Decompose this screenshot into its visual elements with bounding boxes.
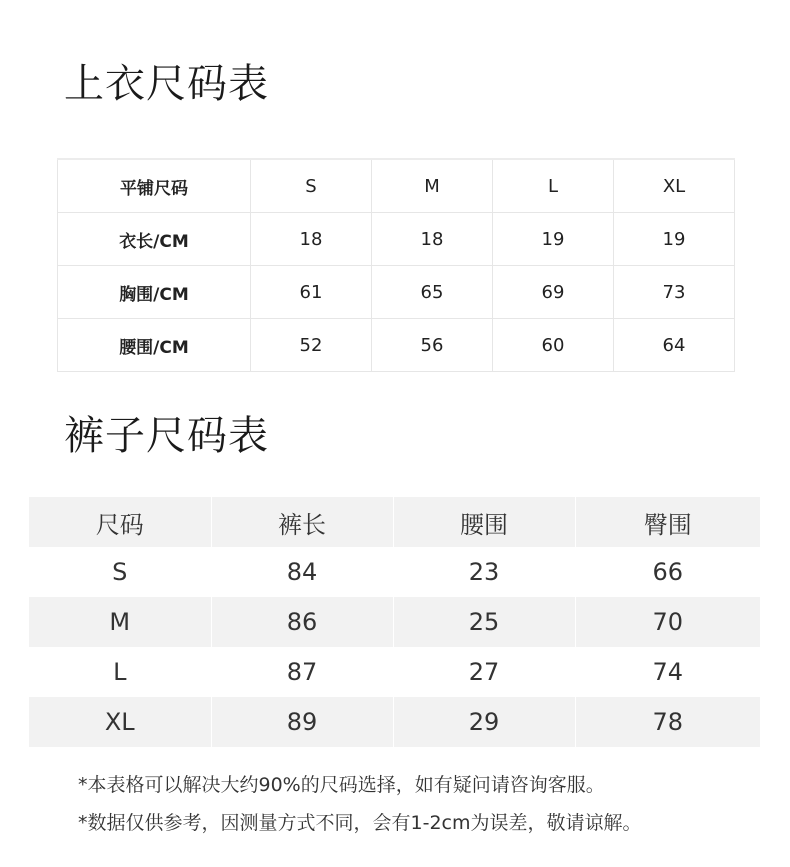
pants-size-chart-title: 裤子尺码表 [64, 413, 269, 459]
row-label: 胸围/CM [58, 266, 251, 319]
table-cell: 25 [393, 597, 575, 647]
table-row [29, 697, 760, 747]
table-cell: 18 [372, 213, 493, 266]
table-cell: 56 [372, 319, 493, 372]
table-row [29, 647, 760, 697]
table-row [29, 597, 760, 647]
table-cell: 29 [393, 697, 575, 747]
table-cell: 64 [614, 319, 735, 372]
table-cell: 60 [493, 319, 614, 372]
table-cell: 19 [493, 213, 614, 266]
table-cell: 52 [251, 319, 372, 372]
header-cell: L [493, 159, 614, 213]
sizing-note: *本表格可以解决大约90%的尺码选择，如有疑问请咨询客服。 [78, 774, 605, 796]
table-cell: 61 [251, 266, 372, 319]
table-cell: M [29, 597, 211, 647]
table-cell: 19 [614, 213, 735, 266]
table-cell: 23 [393, 547, 575, 597]
table-cell: 18 [251, 213, 372, 266]
table-cell: 65 [372, 266, 493, 319]
top-size-table [57, 158, 735, 372]
table-cell: 27 [393, 647, 575, 697]
header-cell: 平铺尺码 [58, 159, 251, 213]
header-cell: 裤长 [211, 497, 393, 547]
table-row [29, 547, 760, 597]
table-cell: 84 [211, 547, 393, 597]
table-header-row [29, 497, 760, 547]
table-cell: S [29, 547, 211, 597]
header-cell: 腰围 [393, 497, 575, 547]
header-cell: S [251, 159, 372, 213]
header-cell: M [372, 159, 493, 213]
table-cell: 86 [211, 597, 393, 647]
table-cell: 66 [652, 558, 684, 586]
row-label: 衣长/CM [58, 213, 251, 266]
table-row [58, 319, 735, 372]
measurement-disclaimer: *数据仅供参考，因测量方式不同，会有1-2cm为误差，敬请谅解。 [78, 812, 642, 834]
table-cell: 89 [211, 697, 393, 747]
table-cell: 73 [614, 266, 735, 319]
row-label: 腰围/CM [58, 319, 251, 372]
header-cell: XL [614, 159, 735, 213]
top-size-chart-title: 上衣尺码表 [64, 61, 269, 107]
table-cell: 70 [575, 597, 760, 647]
table-header-row [58, 159, 735, 213]
table-cell: 87 [211, 647, 393, 697]
table-cell: XL [29, 697, 211, 747]
table-row [58, 266, 735, 319]
table-cell: 74 [652, 658, 684, 686]
header-cell: 尺码 [29, 497, 211, 547]
table-row [58, 213, 735, 266]
pants-size-table [29, 497, 760, 747]
header-cell: 臀围 [575, 497, 760, 547]
table-cell: 69 [493, 266, 614, 319]
table-cell: L [29, 647, 211, 697]
table-cell: 78 [575, 697, 760, 747]
